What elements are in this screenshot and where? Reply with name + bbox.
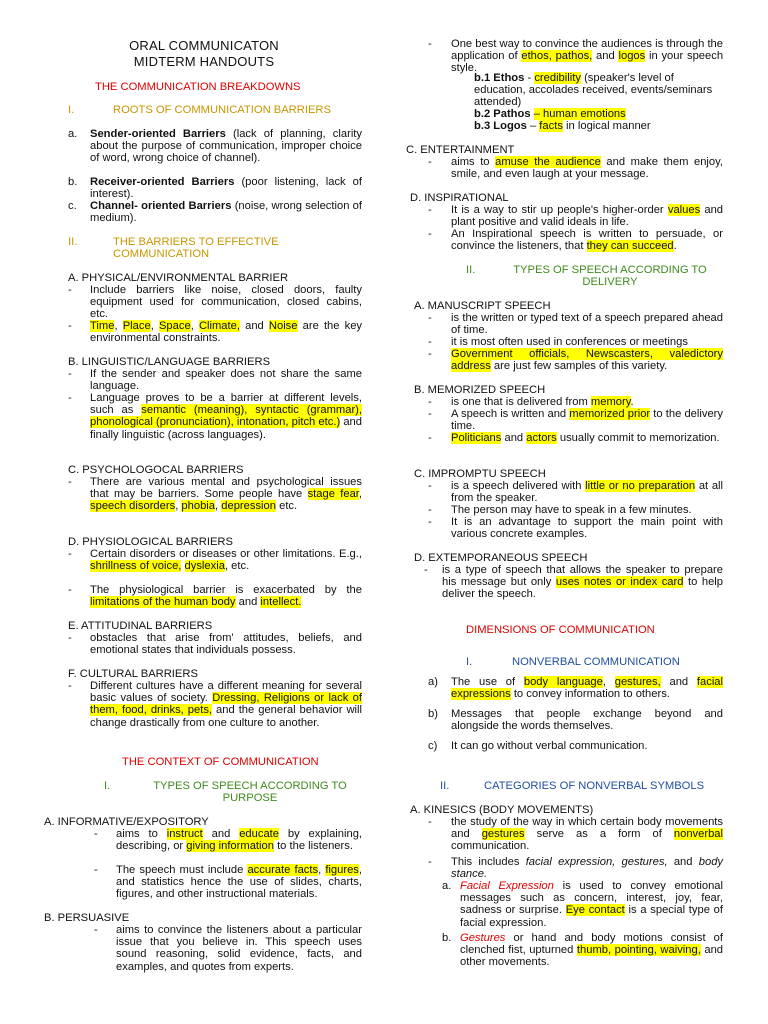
- inspirational-item-2: An Inspirational speech is written to persuade, or convince the listeners, that they can succeed.: [451, 228, 723, 253]
- entertainment-item-1: aims to amuse the audience and make them enjoy, smile, and even laugh at your message.: [451, 156, 724, 181]
- bullet-dash: -: [68, 584, 72, 596]
- nonverbal-b-mark: b): [428, 708, 438, 720]
- impromptu-item-1: is a speech delivered with little or no preparation at all from the speaker.: [451, 480, 724, 505]
- linguistic-heading: B. LINGUISTIC/LANGUAGE BARRIERS: [68, 356, 271, 368]
- breakdowns-heading: THE COMMUNICATION BREAKDOWNS: [95, 81, 301, 93]
- impromptu-heading: C. IMPROMPTU SPEECH: [414, 468, 546, 480]
- bullet-dash: -: [428, 38, 432, 50]
- barriers-number: II.: [68, 236, 78, 248]
- linguistic-item-2: Language proves to be a barrier at different levels, such as semantic (meaning), syntactic (grammar), phonological (pronunciation), intonation, pitch etc.) and finally linguistic (across languages).: [90, 392, 363, 441]
- kinesics-a-mark: a.: [442, 880, 452, 892]
- informative-item-2: The speech must include accurate facts, figures, and statistics hence the use of slides, charts, figures, and other instructional materials.: [116, 864, 363, 901]
- cultural-item-1: Different cultures have a different meaning for several basic values of society. Dressing, Religions or lack of them, food, drinks, pets, and the general behavior will change drastically from one culture to another.: [90, 680, 363, 729]
- bullet-dash: -: [68, 680, 72, 692]
- bullet-dash: -: [424, 564, 428, 576]
- bullet-dash: -: [68, 548, 72, 560]
- extemporaneous-heading: D. EXTEMPORANEOUS SPEECH: [414, 552, 588, 564]
- kinesics-item-2: This includes facial expression, gestures, and body stance.: [451, 856, 724, 881]
- informative-item-1: aims to instruct and educate by explaining, describing, or giving information to the listeners.: [116, 828, 363, 853]
- kinesics-item-1: the study of the way in which certain body movements and gestures serve as a form of nonverbal communication.: [451, 816, 724, 853]
- bullet-dash: -: [94, 864, 98, 876]
- psychological-item-1: There are various mental and psychological issues that may be barriers. Some people have stage fear, speech disorders, phobia, depression etc.: [90, 476, 363, 513]
- bullet-dash: -: [428, 816, 432, 828]
- physical-item-1: Include barriers like noise, closed doors, faulty equipment used for communication, closed cabins, etc.: [90, 284, 362, 321]
- memorized-item-1: is one that is delivered from memory.: [451, 396, 634, 408]
- nonverbal-b-text: Messages that people exchange beyond and alongside the words themselves.: [451, 708, 723, 733]
- logos-line: b.3 Logos – facts in logical manner: [474, 120, 651, 132]
- roots-a-mark: a.: [68, 128, 78, 140]
- bullet-dash: -: [428, 504, 432, 516]
- delivery-heading: TYPES OF SPEECH ACCORDING TO DELIVERY: [513, 264, 707, 289]
- psychological-heading: C. PSYCHOLOGOCAL BARRIERS: [68, 464, 244, 476]
- bullet-dash: -: [428, 408, 432, 420]
- roots-c-text: Channel- oriented Barriers (noise, wrong selection of medium).: [90, 200, 363, 225]
- manuscript-heading: A. MANUSCRIPT SPEECH: [414, 300, 551, 312]
- bullet-dash: -: [428, 856, 432, 868]
- entertainment-heading: C. ENTERTAINMENT: [406, 144, 515, 156]
- bullet-dash: -: [428, 348, 432, 360]
- bullet-dash: -: [428, 204, 432, 216]
- nonverbal-number: I.: [466, 656, 473, 668]
- roots-b-text: Receiver-oriented Barriers (poor listening, lack of interest).: [90, 176, 362, 201]
- bullet-dash: -: [68, 392, 72, 404]
- kinesics-b-text: Gestures or hand and body motions consist of clenched fist, upturned thumb, pointing, waiving, and other movements.: [460, 932, 724, 969]
- page-title: [74, 38, 334, 70]
- bullet-dash: -: [68, 476, 72, 488]
- bullet-dash: -: [428, 516, 432, 528]
- extemporaneous-item-1: is a type of speech that allows the speaker to prepare his message but only uses notes or index card to help deliver the speech.: [442, 564, 724, 601]
- memorized-item-3: Politicians and actors usually commit to memorization.: [451, 432, 720, 444]
- pathos-line: b.2 Pathos – human emotions: [474, 108, 626, 120]
- roots-number: I.: [68, 104, 75, 116]
- persuasive-item-2: One best way to convince the audiences is through the application of ethos, pathos, and logos in your speech style.: [451, 38, 724, 75]
- manuscript-item-3: Government officials, Newscasters, valedictory address are just few samples of this variety.: [451, 348, 723, 373]
- nonverbal-c-text: It can go without verbal communication.: [451, 740, 648, 752]
- roots-c-mark: c.: [68, 200, 77, 212]
- categories-number: II.: [440, 780, 450, 792]
- purpose-number: I.: [104, 780, 111, 792]
- persuasive-item-1: aims to convince the listeners about a particular issue that you believe in. This speech uses sound reasoning, solid evidence, facts, and examples, and quotes from experts.: [116, 924, 362, 973]
- dimensions-heading: DIMENSIONS OF COMMUNICATION: [466, 624, 655, 636]
- bullet-dash: -: [68, 632, 72, 644]
- kinesics-a-text: Facial Expression is used to convey emotional messages such as concern, interest, joy, fear, sadness or surprise. Eye contact is a special type of facial expression.: [460, 880, 724, 929]
- context-heading: THE CONTEXT OF COMMUNICATION: [122, 756, 319, 768]
- physiological-heading: D. PHYSIOLOGICAL BARRIERS: [68, 536, 233, 548]
- impromptu-item-2: The person may have to speak in a few minutes.: [451, 504, 692, 516]
- bullet-dash: -: [428, 228, 432, 240]
- physiological-item-2: The physiological barrier is exacerbated by the limitations of the human body and intellect.: [90, 584, 362, 609]
- bullet-dash: -: [428, 156, 432, 168]
- bullet-dash: -: [428, 480, 432, 492]
- physical-item-2: Time, Place, Space, Climate, and Noise are the key environmental constraints.: [90, 320, 363, 345]
- memorized-item-2: A speech is written and memorized prior to the delivery time.: [451, 408, 723, 433]
- title-line-2: MIDTERM HANDOUTS: [133, 54, 275, 69]
- bullet-dash: -: [428, 312, 432, 324]
- manuscript-item-1: is the written or typed text of a speech prepared ahead of time.: [451, 312, 723, 337]
- physical-heading: A. PHYSICAL/ENVIRONMENTAL BARRIER: [68, 272, 289, 284]
- kinesics-heading: A. KINESICS (BODY MOVEMENTS): [410, 804, 594, 816]
- inspirational-item-1: It is a way to stir up people's higher-order values and plant positive and valid ideals in life.: [451, 204, 724, 229]
- impromptu-item-3: It is an advantage to support the main point with various concrete examples.: [451, 516, 723, 541]
- memorized-heading: B. MEMORIZED SPEECH: [414, 384, 546, 396]
- nonverbal-a-text: The use of body language, gestures, and facial expressions to convey information to others.: [451, 676, 724, 701]
- cultural-heading: F. CULTURAL BARRIERS: [68, 668, 198, 680]
- nonverbal-a-mark: a): [428, 676, 438, 688]
- bullet-dash: -: [94, 828, 98, 840]
- linguistic-item-1: If the sender and speaker does not share the same language.: [90, 368, 362, 393]
- bullet-dash: -: [428, 336, 432, 348]
- title-line-1: ORAL COMMUNICATON: [129, 38, 279, 53]
- nonverbal-c-mark: c): [428, 740, 438, 752]
- manuscript-item-2: it is most often used in conferences or meetings: [451, 336, 688, 348]
- roots-heading: ROOTS OF COMMUNICATION BARRIERS: [113, 104, 331, 116]
- delivery-number: II.: [466, 264, 476, 276]
- persuasive-heading: B. PERSUASIVE: [44, 912, 130, 924]
- attitudinal-item-1: obstacles that arise from' attitudes, beliefs, and emotional states that individuals possess.: [90, 632, 362, 657]
- bullet-dash: -: [68, 368, 72, 380]
- informative-heading: A. INFORMATIVE/EXPOSITORY: [44, 816, 209, 828]
- inspirational-heading: D. INSPIRATIONAL: [410, 192, 509, 204]
- roots-b-mark: b.: [68, 176, 78, 188]
- physiological-item-1: Certain disorders or diseases or other limitations. E.g., shrillness of voice, dyslexia, etc.: [90, 548, 362, 573]
- ethos-line: b.1 Ethos - credibility (speaker's level of education, accolades received, events/seminars attended): [474, 72, 713, 109]
- bullet-dash: -: [94, 924, 98, 936]
- categories-heading: CATEGORIES OF NONVERBAL SYMBOLS: [484, 780, 705, 792]
- bullet-dash: -: [68, 320, 72, 332]
- bullet-dash: -: [428, 396, 432, 408]
- barriers-heading: THE BARRIERS TO EFFECTIVE COMMUNICATION: [113, 236, 279, 261]
- bullet-dash: -: [428, 432, 432, 444]
- kinesics-b-mark: b.: [442, 932, 452, 944]
- attitudinal-heading: E. ATTITUDINAL BARRIERS: [68, 620, 213, 632]
- roots-a-text: Sender-oriented Barriers (lack of planning, clarity about the purpose of communication, improper choice of word, wrong choice of channel).: [90, 128, 363, 165]
- nonverbal-heading: NONVERBAL COMMUNICATION: [512, 656, 680, 668]
- bullet-dash: -: [68, 284, 72, 296]
- purpose-heading: TYPES OF SPEECH ACCORDING TO PURPOSE: [153, 780, 347, 805]
